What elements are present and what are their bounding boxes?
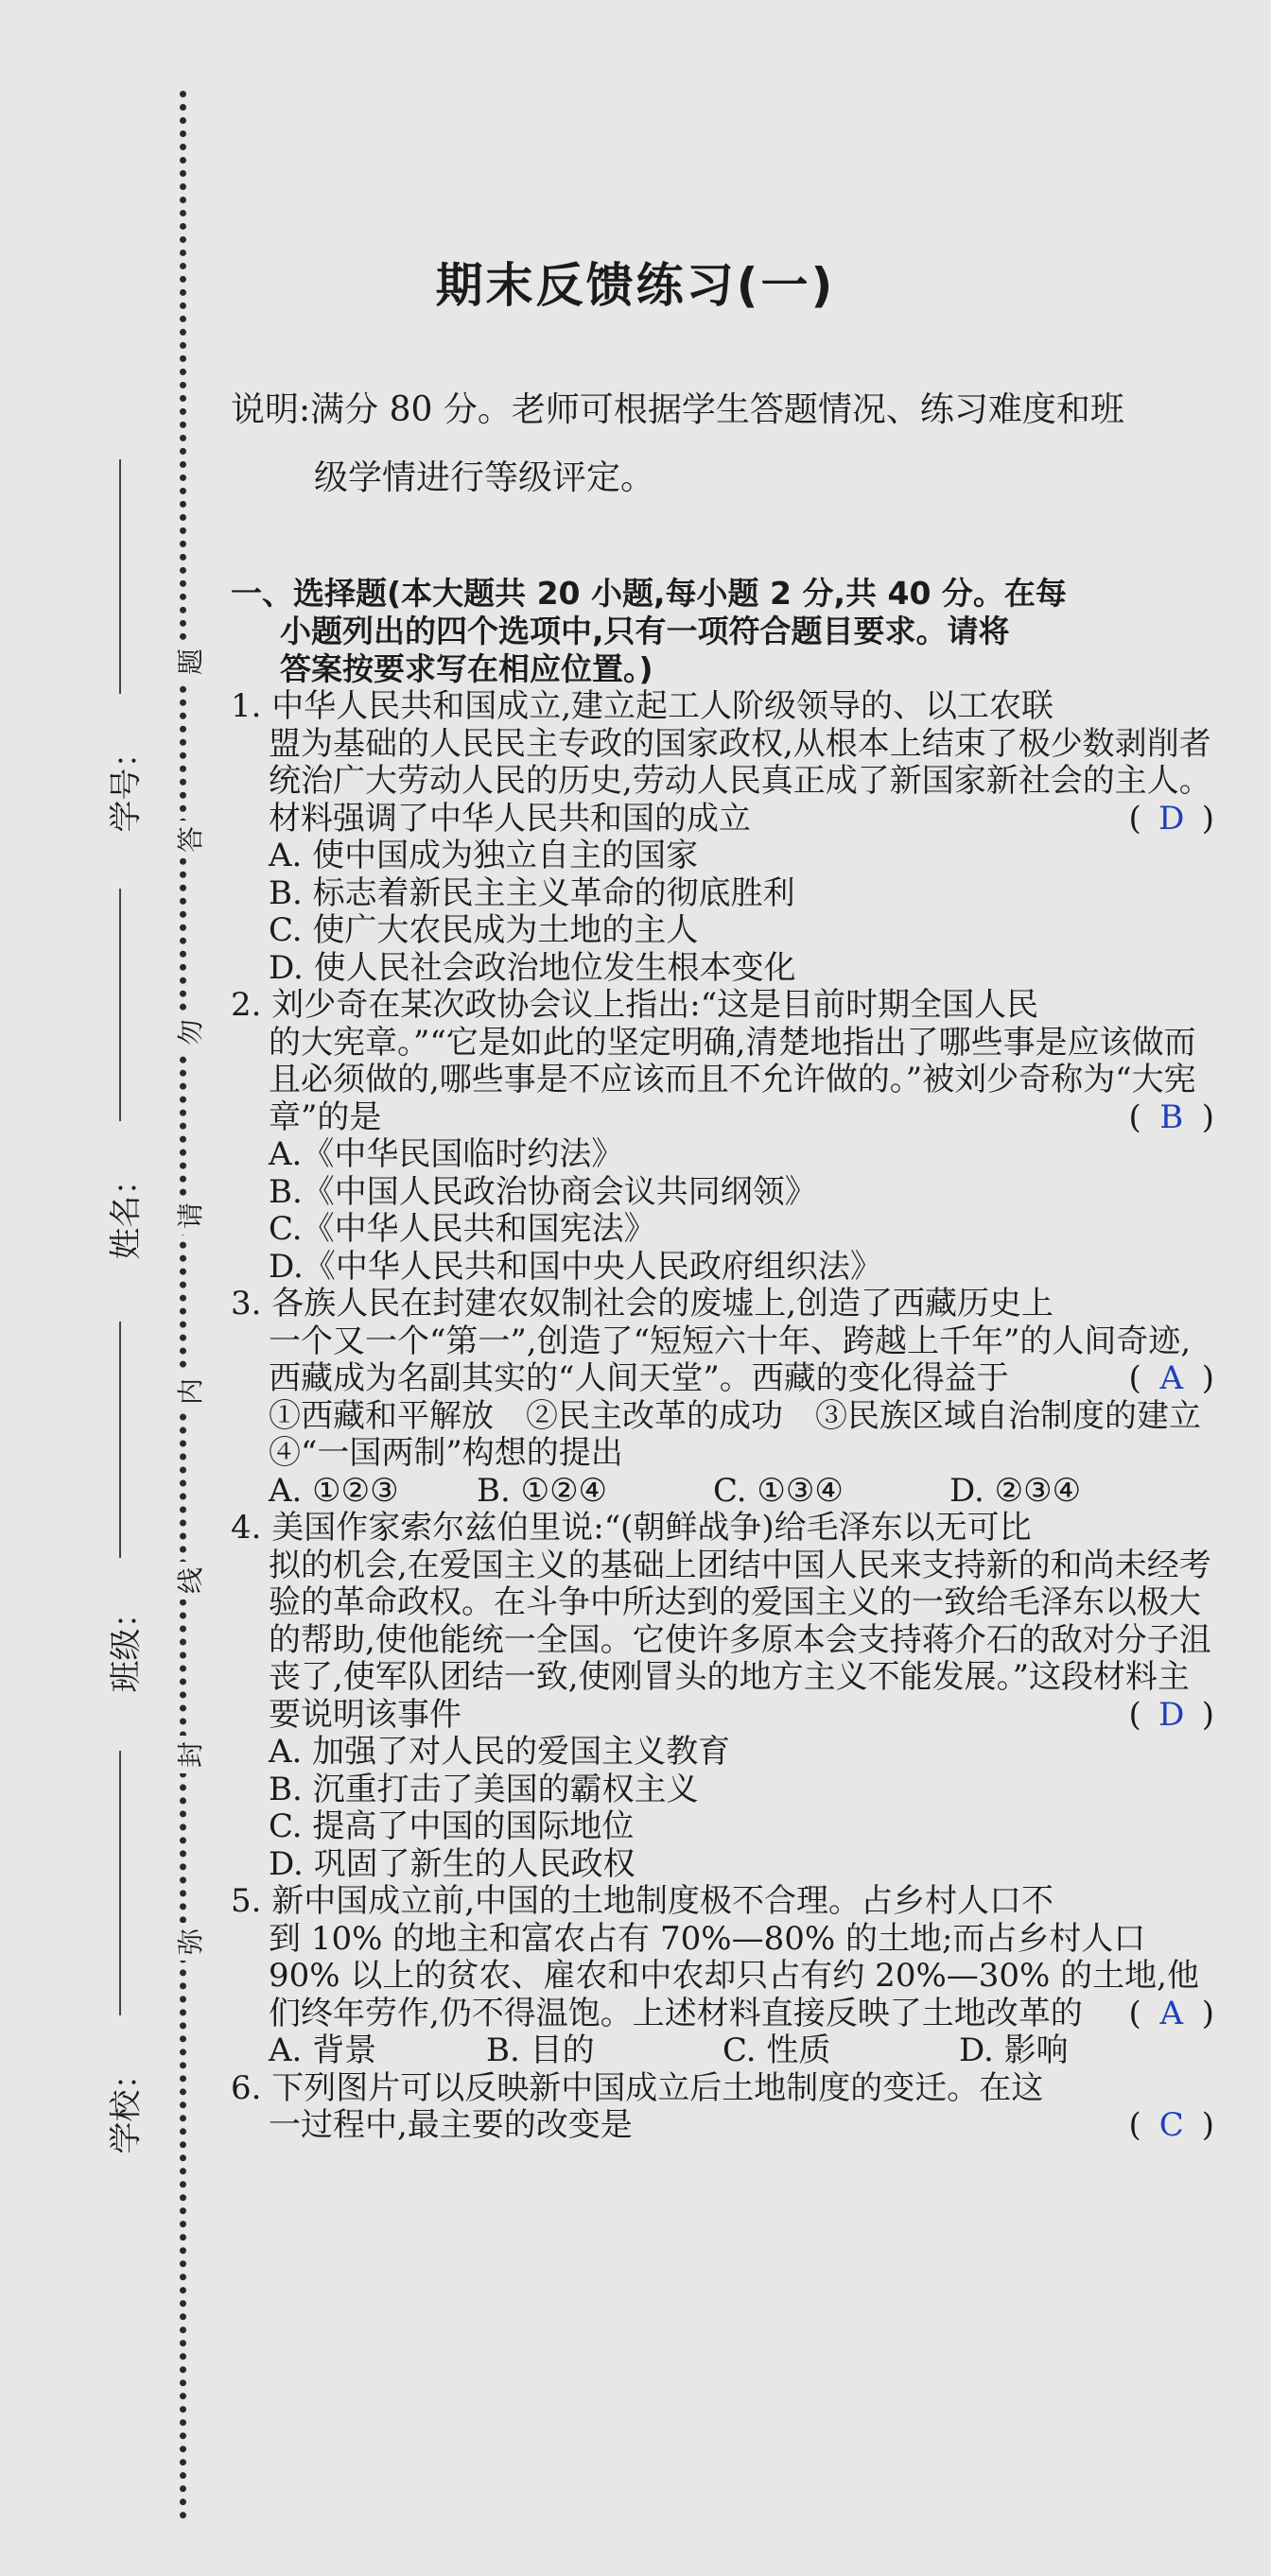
answer-bracket: ( D ) — [1128, 799, 1214, 838]
question-text-body: 盟为基础的人民民主专政的国家政权,从根本上结束了极少数剥削者统治广大劳动人民的历史,劳动人民真正成了新国家新社会的主人。材料强调了中华人民共和国的成立 — [269, 724, 1211, 838]
question-text — [231, 1025, 1214, 1137]
section-heading-line: 一、选择题(本大题共 20 小题,每小题 2 分,共 40 分。在每 — [231, 575, 1067, 612]
seal-char: 弥 — [170, 1923, 208, 1961]
page-title: 期末反馈练习(一) — [435, 258, 836, 313]
question-text — [231, 726, 1214, 838]
answer-letter: D — [1158, 799, 1185, 838]
class-blank — [119, 1322, 121, 1558]
section-heading-line: 小题列出的四个选项中,只有一项符合题目要求。请将 — [280, 613, 1010, 649]
option: D.《中华人民共和国中央人民政府组织法》 — [269, 1247, 882, 1286]
student-id-blank — [119, 459, 121, 694]
option: C.《中华人民共和国宪法》 — [269, 1210, 656, 1248]
answer-bracket: ( A ) — [1128, 1994, 1214, 2032]
question-text — [231, 1921, 1214, 2033]
instructions-line: 级学情进行等级评定。 — [314, 458, 655, 497]
question-stem: 1. 中华人民共和国成立,建立起工人阶级领导的、以工农联 — [231, 687, 1054, 725]
student-name-label: 姓名： — [107, 1163, 146, 1260]
option: C. 性质 — [723, 2031, 831, 2069]
answer-letter: A — [1159, 1359, 1184, 1397]
question-text-body: 的大宪章。”“它是如此的坚定明确,清楚地指出了哪些事是应该做而且必须做的,哪些事是不应该而且不允许做的。”被刘少奇称为“大宪章”的是 — [269, 1023, 1196, 1136]
option: D. 使人民社会政治地位发生根本变化 — [269, 948, 796, 987]
option-row — [231, 2032, 1214, 2070]
option: A. 使中国成为独立自主的国家 — [269, 837, 699, 874]
question-4 — [231, 1510, 1214, 1883]
student-id-label: 学号： — [107, 735, 146, 833]
binding-dotted-line — [180, 91, 186, 2520]
seal-char: 线 — [170, 1562, 208, 1599]
answer-bracket: ( C ) — [1128, 2106, 1214, 2144]
school-blank — [119, 1751, 121, 2015]
option: D. 影响 — [959, 2031, 1069, 2069]
instructions — [231, 376, 1214, 512]
question-text — [231, 1323, 1214, 1398]
question-text — [231, 1547, 1214, 1735]
question-5 — [231, 1883, 1214, 2070]
question-stem: 3. 各族人民在封建农奴制社会的废墟上,创造了西藏历史上 — [231, 1285, 1054, 1323]
question-3 — [231, 1285, 1233, 1510]
option: B. 标志着新民主主义革命的彻底胜利 — [269, 873, 795, 912]
instructions-line: 说明:满分 80 分。老师可根据学生答题情况、练习难度和班 — [231, 390, 1124, 429]
question-text-body: 一过程中,最主要的改变是 — [269, 2106, 633, 2144]
question-1 — [231, 688, 1214, 987]
answer-letter: D — [1158, 1695, 1185, 1734]
seal-char: 内 — [170, 1373, 208, 1410]
answer-letter: A — [1159, 1994, 1184, 2032]
question-stem: 5. 新中国成立前,中国的土地制度极不合理。占乡村人口不 — [231, 1882, 1054, 1920]
question-text-body: 拟的机会,在爱国主义的基础上团结中国人民来支持新的和尚未经考验的革命政权。在斗争中所达到的爱国主义的一致给毛泽东以极大的帮助,使他能统一全国。它使许多原本会支持蒋介石的敌对分子沮丧了,使军队团结一致,使刚冒头的地方主义不能发展。”这段材料主要说明该事件 — [269, 1546, 1211, 1734]
option: A. 背景 — [269, 2031, 377, 2069]
question-stem: 2. 刘少奇在某次政协会议上指出:“这是目前时期全国人民 — [231, 986, 1039, 1024]
question-2 — [231, 987, 1214, 1286]
answer-letter: C — [1158, 2106, 1184, 2144]
question-text — [231, 2107, 1214, 2145]
question-text-body: 一个又一个“第一”,创造了“短短六十年、跨越上千年”的人间奇迹,西藏成为名副其实的“人间天堂”。西藏的变化得益于 — [269, 1322, 1192, 1397]
seal-char: 题 — [170, 643, 208, 681]
seal-char: 勿 — [170, 1013, 208, 1051]
option: B. 沉重打击了美国的霸权主义 — [269, 1770, 699, 1808]
option: B. 目的 — [486, 2031, 595, 2069]
option-row — [231, 1473, 1214, 1511]
option: B. ①②④ — [477, 1471, 608, 1510]
question-stem: 4. 美国作家索尔兹伯里说:“(朝鲜战争)给毛泽东以无可比 — [231, 1509, 1032, 1547]
section-heading-line: 答案按要求写在相应位置。) — [280, 650, 653, 687]
option: A.《中华民国临时约法》 — [269, 1135, 624, 1173]
option: A. ①②③ — [269, 1471, 399, 1510]
option: C. ①③④ — [713, 1471, 844, 1510]
class-label: 班级： — [107, 1596, 146, 1693]
answer-bracket: ( D ) — [1128, 1695, 1214, 1734]
answer-bracket: ( A ) — [1128, 1359, 1214, 1397]
option: D. ②③④ — [949, 1471, 1082, 1510]
option: D. 巩固了新生的人民政权 — [269, 1844, 636, 1883]
question-section — [231, 575, 1233, 2145]
question-text-body: 到 10% 的地主和富农占有 70%—80% 的土地;而占乡村人口 90% 以上的贫农、雇农和中农却只占有约 20%—30% 的土地,他们终年劳作,仍不得温饱。上述材料直接反映了土地改革的 — [269, 1919, 1199, 2032]
statement-list: ①西藏和平解放 ②民主改革的成功 ③民族区域自治制度的建立 ④“一国两制”构想的提出 — [269, 1396, 1233, 1472]
option: C. 使广大农民成为土地的主人 — [269, 911, 699, 949]
seal-char: 答 — [170, 821, 208, 858]
seal-char: 请 — [170, 1197, 208, 1235]
student-name-blank — [119, 889, 121, 1121]
option: B.《中国人民政治协商会议共同纲领》 — [269, 1172, 817, 1211]
answer-bracket: ( B ) — [1128, 1098, 1214, 1136]
option: A. 加强了对人民的爱国主义教育 — [269, 1733, 731, 1771]
answer-letter: B — [1159, 1098, 1184, 1136]
question-stem: 6. 下列图片可以反映新中国成立后土地制度的变迁。在这 — [231, 2068, 1044, 2107]
section-heading — [231, 575, 1214, 688]
question-6 — [231, 2070, 1214, 2145]
school-label: 学校： — [107, 2057, 146, 2154]
option: C. 提高了中国的国际地位 — [269, 1807, 635, 1845]
seal-char: 封 — [170, 1736, 208, 1773]
